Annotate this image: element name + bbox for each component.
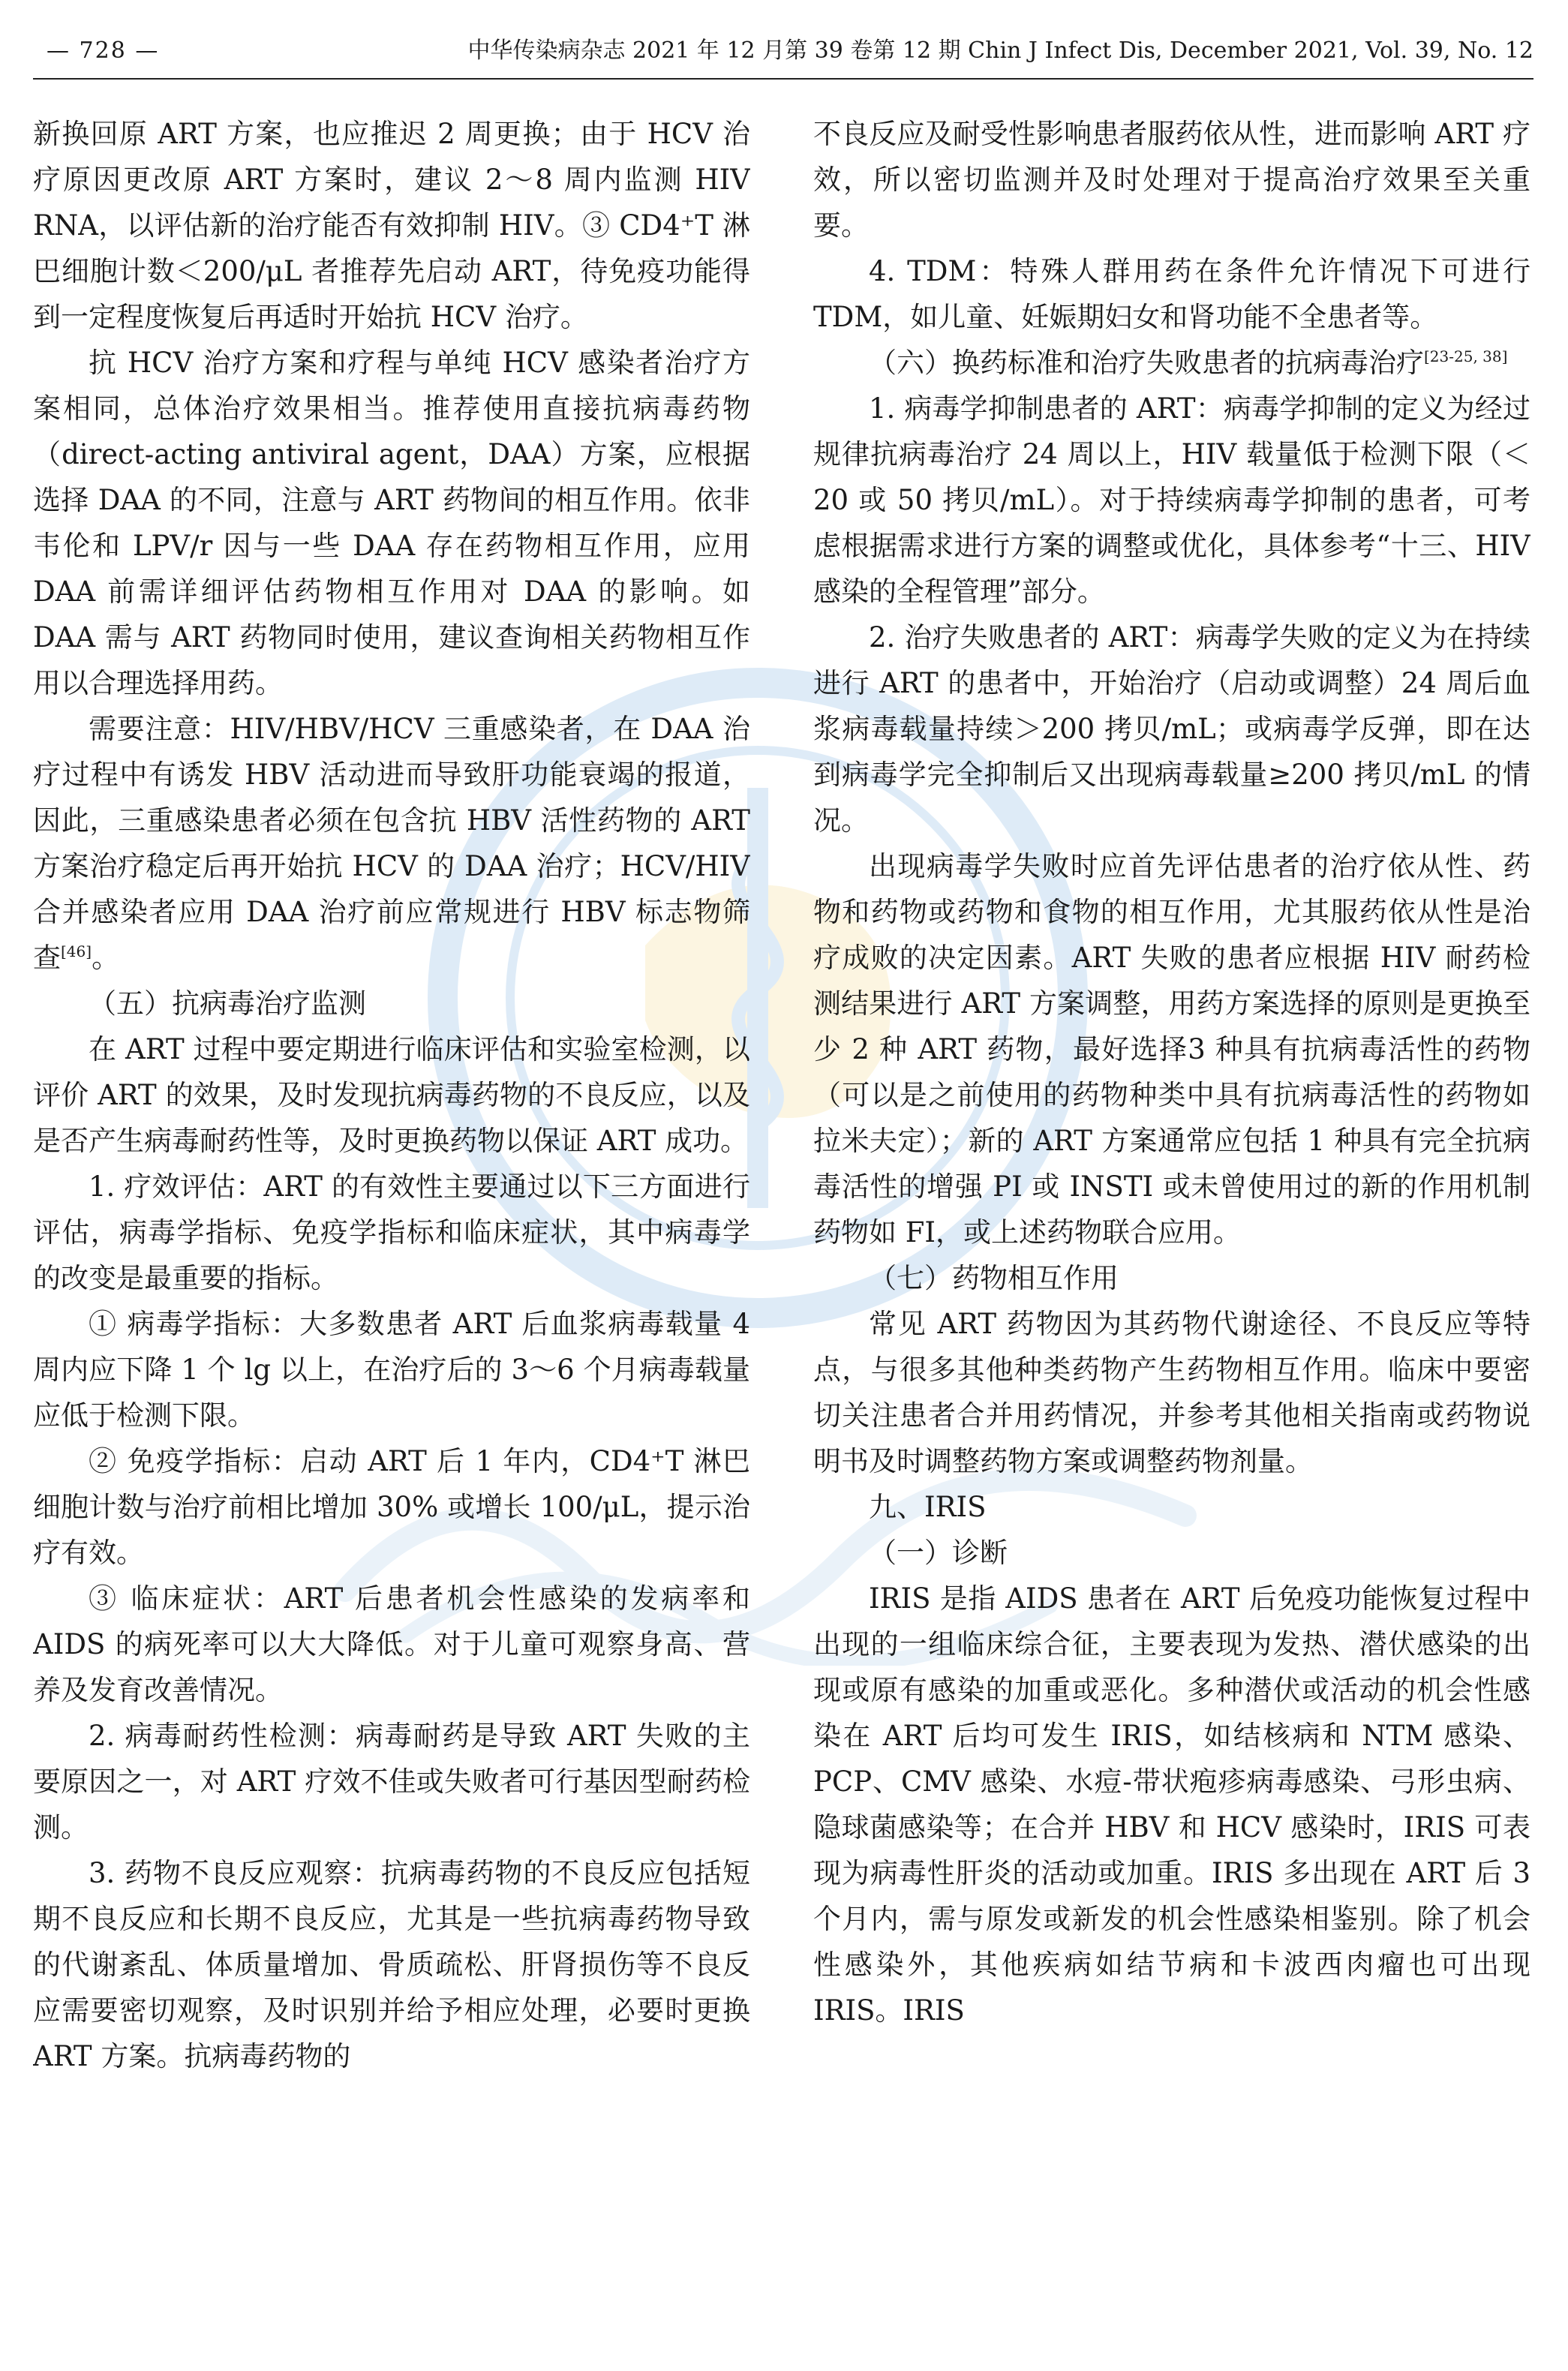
paragraph: 新换回原 ART 方案，也应推迟 2 周更换；由于 HCV 治疗原因更改原 ART 方案时，建议 2～8 周内监测 HIV RNA，以评估新的治疗能否有效抑制 HIV。③ CD4⁺T 淋巴细胞计数＜200/μL 者推荐先启动 ART，待免疫功能得到一定程度恢复后再适时开始抗 HCV 治疗。 [33,118,750,333]
paragraph: ② 免疫学指标：启动 ART 后 1 年内，CD4⁺T 淋巴细胞计数与治疗前相比增加 30% 或增长 100/μL，提示治疗有效。 [33,1445,750,1569]
paragraph: 出现病毒学失败时应首先评估患者的治疗依从性、药物和药物或药物和食物的相互作用，尤其服药依从性是治疗成败的决定因素。ART 失败的患者应根据 HIV 耐药检测结果进行 ART 方案调整，用药方案选择的原则是更换至少 2 种 ART 药物，最好选择3 种具有抗病毒活性的药物（可以是之前使用的药物种类中具有抗病毒活性的药物如拉米夫定）；新的 ART 方案通常应包括 1 种具有完全抗病毒活性的增强 PI 或 INSTI 或未曾使用过的新的作用机制药物如 FI，或上述药物联合应用。 [813,850,1530,1249]
paragraph: 4. TDM：特殊人群用药在条件允许情况下可进行 TDM，如儿童、妊娠期妇女和肾功能不全患者等。 [813,255,1530,333]
paragraph: 1. 疗效评估：ART 的有效性主要通过以下三方面进行评估，病毒学指标、免疫学指标和临床症状，其中病毒学的改变是最重要的指标。 [33,1170,750,1294]
paragraph: 常见 ART 药物因为其药物代谢途径、不良反应等特点，与很多其他种类药物产生药物相互作用。临床中要密切关注患者合并用药情况，并参考其他相关指南或药物说明书及时调整药物方案或调整药物剂量。 [813,1308,1530,1477]
paragraph: 在 ART 过程中要定期进行临床评估和实验室检测，以评价 ART 的效果，及时发现抗病毒药物的不良反应，以及是否产生病毒耐药性等，及时更换药物以保证 ART 成功。 [33,1033,750,1157]
paragraph-tail: 。 [92,942,120,974]
paragraph [33,706,750,981]
section-heading: （七）药物相互作用 [869,1262,1119,1294]
paragraph: 2. 治疗失败患者的 ART：病毒学失败的定义为在持续进行 ART 的患者中，开始治疗（启动或调整）24 周后血浆病毒载量持续＞200 拷贝/mL；或病毒学反弹，即在达到病毒学完全抑制后又出现病毒载量≥200 拷贝/mL 的情况。 [813,621,1530,837]
paragraph: ③ 临床症状：ART 后患者机会性感染的发病率和 AIDS 的病死率可以大大降低。对于儿童可观察身高、营养及发育改善情况。 [33,1582,750,1706]
paragraph: 抗 HCV 治疗方案和疗程与单纯 HCV 感染者治疗方案相同，总体治疗效果相当。推荐使用直接抗病毒药物（direct-acting antiviral agent，DAA）方案，应根据选择 DAA 的不同，注意与 ART 药物间的相互作用。依非韦伦和 LPV/r 因与一些 DAA 存在药物相互作用，应用 DAA 前需详细评估药物相互作用对 DAA 的影响。如 DAA 需与 ART 药物同时使用，建议查询相关药物相互作用以合理选择用药。 [33,347,750,699]
section-heading [813,340,1530,386]
paragraph-text: 需要注意：HIV/HBV/HCV 三重感染者，在 DAA 治疗过程中有诱发 HBV 活动进而导致肝功能衰竭的报道，因此，三重感染患者必须在包含抗 HBV 活性药物的 ART 方案治疗稳定后再开始抗 HCV 的 DAA 治疗；HCV/HIV 合并感染者应用 DAA 治疗前应常规进行 HBV 标志物筛查 [33,713,750,974]
paragraph: 3. 药物不良反应观察：抗病毒药物的不良反应包括短期不良反应和长期不良反应，尤其是一些抗病毒药物导致的代谢紊乱、体质量增加、骨质疏松、肝肾损伤等不良反应需要密切观察，及时识别并给予相应处理，必要时更换 ART 方案。抗病毒药物的 [33,1857,750,2072]
citation-ref: [46] [61,942,92,960]
paragraph: IRIS 是指 AIDS 患者在 ART 后免疫功能恢复过程中出现的一组临床综合征，主要表现为发热、潜伏感染的出现或原有感染的加重或恶化。多种潜伏或活动的机会性感染在 ART 后均可发生 IRIS，如结核病和 NTM 感染、PCP、CMV 感染、水痘-带状疱疹病毒感染、弓形虫病、隐球菌感染等；在合并 HBV 和 HCV 感染时，IRIS 可表现为病毒性肝炎的活动或加重。IRIS 多出现在 ART 后 3 个月内，需与原发或新发的机会性感染相鉴别。除了机会性感染外，其他疾病如结节病和卡波西肉瘤也可出现 IRIS。IRIS [813,1582,1530,2027]
paragraph: 不良反应及耐受性影响患者服药依从性，进而影响 ART 疗效，所以密切监测并及时处理对于提高治疗效果至关重要。 [813,118,1530,242]
paragraph: 2. 病毒耐药性检测：病毒耐药是导致 ART 失败的主要原因之一，对 ART 疗效不佳或失败者可行基因型耐药检测。 [33,1720,750,1844]
section-heading: （一）诊断 [869,1537,1008,1569]
journal-citation-line: 中华传染病杂志 2021 年 12 月第 39 卷第 12 期 Chin J Infect Dis, December 2021, Vol. 39, No. 12 [467,38,1533,64]
page-number: — 728 — [47,38,160,64]
running-header [33,30,1533,72]
header-rule [33,78,1533,80]
citation-ref: [23-25, 38] [1424,347,1508,365]
paragraph: ① 病毒学指标：大多数患者 ART 后血浆病毒载量 4 周内应下降 1 个 lg 以上，在治疗后的 3～6 个月病毒载量应低于检测下限。 [33,1308,750,1432]
right-column [813,111,1530,2347]
chapter-heading: 九、IRIS [869,1491,987,1523]
heading-text: （六）换药标准和治疗失败患者的抗病毒治疗 [869,347,1424,379]
paragraph: 1. 病毒学抑制患者的 ART：病毒学抑制的定义为经过规律抗病毒治疗 24 周以上，HIV 载量低于检测下限（＜20 或 50 拷贝/mL）。对于持续病毒学抑制的患者，可考虑根据需求进行方案的调整或优化，具体参考“十三、HIV 感染的全程管理”部分。 [813,392,1530,608]
section-heading: （五）抗病毒治疗监测 [89,987,366,1020]
left-column [33,111,750,2347]
